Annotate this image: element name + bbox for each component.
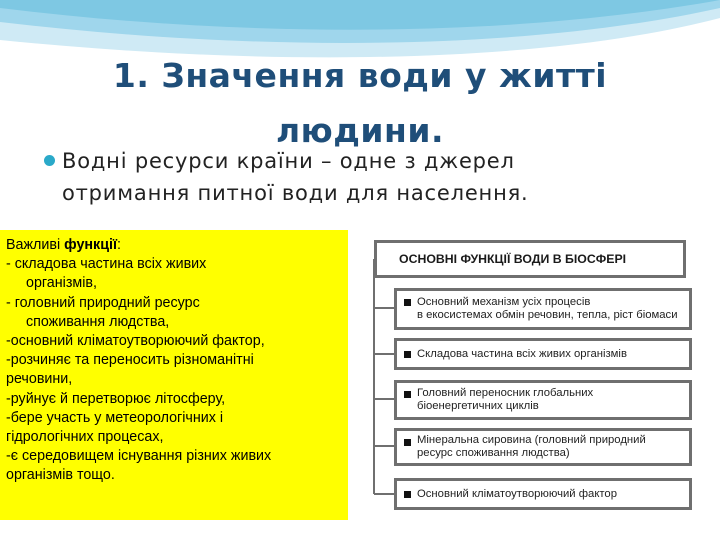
bullet-line-2: отримання питної води для населення.	[62, 181, 529, 205]
square-bullet-icon	[404, 391, 411, 398]
title-line-2: людини.	[276, 111, 444, 150]
diagram-item	[394, 478, 692, 510]
function-line: - головний природний ресурс	[6, 294, 200, 311]
diagram-item-text: Складова частина всіх живих організмів	[417, 347, 627, 360]
square-bullet-icon	[404, 351, 411, 358]
function-line: організмів,	[26, 275, 97, 292]
diagram-item	[394, 428, 692, 466]
function-line: - складова частина всіх живих	[6, 256, 207, 273]
functions-intro	[6, 236, 344, 255]
diagram-header: ОСНОВНІ ФУНКЦІЇ ВОДИ В БІОСФЕРІ	[374, 240, 686, 278]
item-line: Головний переносник глобальних	[417, 387, 594, 399]
function-line: -є середовищем існування різних живих	[6, 448, 272, 465]
square-bullet-icon	[404, 299, 411, 306]
intro-colon: :	[116, 237, 121, 253]
diagram-item-text	[417, 434, 646, 460]
item-line: в екосистемах обмін речовин, тепла, ріст біомаси	[417, 309, 678, 321]
square-bullet-icon	[404, 491, 411, 498]
function-line: -руйнує й перетворює літосферу,	[6, 390, 226, 407]
function-line: речовини,	[6, 371, 73, 388]
bullet-dot-icon	[44, 155, 55, 166]
slide-title	[40, 48, 680, 158]
function-line: гідрологічних процесах,	[6, 429, 164, 446]
biosphere-functions-diagram	[348, 232, 700, 522]
item-line: Мінеральна сировина (головний природний	[417, 434, 646, 446]
function-line: -основний кліматоутворюючий фактор,	[6, 333, 265, 350]
function-line: -бере участь у метеорологічних і	[6, 409, 224, 426]
diagram-item	[394, 380, 692, 420]
intro-text: Важливі	[6, 237, 65, 253]
diagram-item-text	[417, 387, 593, 413]
function-line: організмів тощо.	[6, 467, 115, 484]
bullet-point	[44, 145, 684, 209]
item-line: Основний механізм усіх процесів	[417, 296, 591, 308]
diagram-item-text	[417, 296, 678, 322]
functions-callout-box	[0, 230, 348, 520]
bullet-line-1: Водні ресурси країни – одне з джерел	[62, 149, 515, 173]
item-line: біоенергетичних циклів	[417, 400, 539, 412]
function-line: -розчиняє та переносить різноманітні	[6, 352, 254, 369]
intro-bold-text: функції	[64, 237, 117, 253]
function-line: споживання людства,	[26, 313, 170, 330]
diagram-item-text: Основний кліматоутворюючий фактор	[417, 487, 617, 500]
diagram-item	[394, 338, 692, 370]
title-line-1: 1. Значення води у житті	[112, 56, 608, 95]
diagram-item	[394, 288, 692, 330]
item-line: ресурс споживання людства)	[417, 447, 570, 459]
square-bullet-icon	[404, 439, 411, 446]
